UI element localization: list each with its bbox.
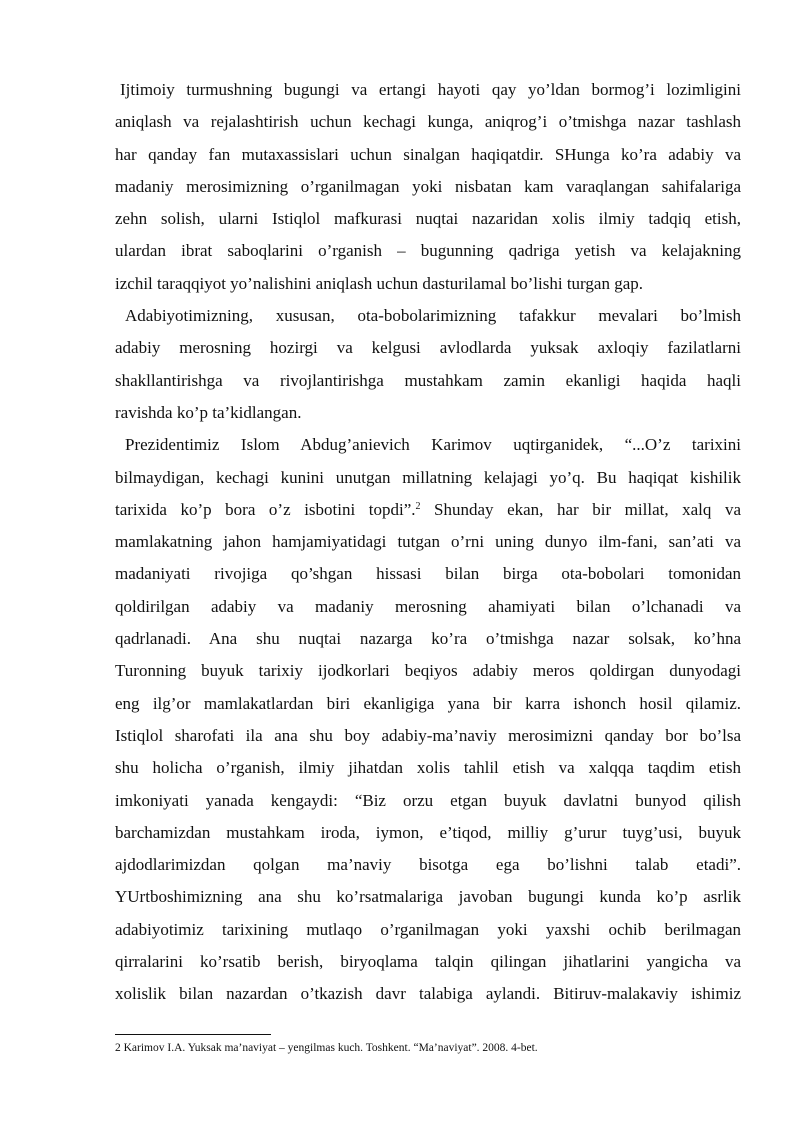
text-line: qirralarini ko’rsatib berish, biryoqlama talqin qilingan jihatlarini yangicha va xyxy=(115,952,741,972)
text-line: madaniyati rivojiga qo’shgan hissasi bilan birga ota-bobolari tomonidan xyxy=(115,564,741,584)
footnote-marker: 2 xyxy=(415,500,421,512)
text-line: ulardan ibrat saboqlarini o’rganish – bugunning qadriga yetish va kelajakning xyxy=(115,241,741,261)
text-line: Ijtimoiy turmushning bugungi va ertangi hayoti qay yo’ldan bormog’i lozimligini xyxy=(120,80,741,99)
text-line: Prezidentimiz Islom Abdug’anievich Karimov uqtirganidek, “...O’z tarixini xyxy=(125,435,741,455)
paragraph xyxy=(115,74,741,300)
text-line: shu holicha o’rganish, ilmiy jihatdan xolis tahlil etish va xalqqa taqdim etish xyxy=(115,758,741,778)
footnote-separator xyxy=(115,1034,271,1035)
text-line xyxy=(115,494,741,526)
text-line: shakllantirishga va rivojlantirishga mustahkam zamin ekanligi haqida haqli xyxy=(115,370,741,390)
text-line: har qanday fan mutaxassislari uchun sinalgan haqiqatdir. SHunga ko’ra adabiy va xyxy=(115,144,741,164)
paragraph xyxy=(115,429,741,1010)
text-run: tarixida ko’p bora o’z isbotini topdi”. xyxy=(115,499,416,519)
text-line: Turonning buyuk tarixiy ijodkorlari beqiyos adabiy meros qoldirgan dunyodagi xyxy=(115,661,741,681)
text-line: imkoniyati yanada kengaydi: “Biz orzu etgan buyuk davlatni bunyod qilish xyxy=(115,790,741,810)
text-line: YUrtboshimizning ana shu ko’rsatmalariga javoban bugungi kunda ko’p asrlik xyxy=(115,887,741,907)
text-line: madaniy merosimizning o’rganilmagan yoki nisbatan kam varaqlangan sahifalariga xyxy=(115,176,741,196)
text-line: bilmaydigan, kechagi kunini unutgan millatning kelajagi yo’q. Bu haqiqat kishilik xyxy=(115,467,741,487)
text-line: adabiyotimiz tarixining mutlaqo o’rganilmagan yoki yaxshi ochib berilmagan xyxy=(115,919,741,939)
text-line: mamlakatning jahon hamjamiyatidagi tutgan o’rni uning dunyo ilm-fani, san’ati va xyxy=(115,532,741,552)
text-line: qadrlanadi. Ana shu nuqtai nazarga ko’ra o’tmishga nazar solsak, ko’hna xyxy=(115,629,741,649)
text-line: Istiqlol sharofati ila ana shu boy adabiy-ma’naviy merosimizni qanday bor bo’lsa xyxy=(115,725,741,745)
text-line: ajdodlarimizdan qolgan ma’naviy bisotga ega bo’lishni talab etadi”. xyxy=(115,855,741,875)
text-line: zehn solish, ularni Istiqlol mafkurasi nuqtai nazaridan xolis ilmiy tadqiq etish, xyxy=(115,209,741,229)
paragraph xyxy=(115,300,741,429)
text-line: adabiy merosning hozirgi va kelgusi avlodlarda yuksak axloqiy fazilatlarni xyxy=(115,338,741,358)
text-line: xolislik bilan nazardan o’tkazish davr talabiga aylandi. Bitiruv-malakaviy ishimiz xyxy=(115,984,741,1004)
text-line: qoldirilgan adabiy va madaniy merosning ahamiyati bilan o’lchanadi va xyxy=(115,596,741,616)
body-text xyxy=(115,74,741,1011)
text-line: barchamizdan mustahkam iroda, iymon, e’tiqod, milliy g’urur tuyg’usi, buyuk xyxy=(115,822,741,842)
text-line: Adabiyotimizning, xususan, ota-bobolarimizning tafakkur mevalari bo’lmish xyxy=(125,306,741,326)
text-line: aniqlash va rejalashtirish uchun kechagi kunga, aniqrog’i o’tmishga nazar tashlash xyxy=(115,112,741,132)
text-line: ravishda ko’p ta’kidlangan. xyxy=(115,402,302,422)
text-line: izchil taraqqiyot yo’nalishini aniqlash uchun dasturilamal bo’lishi turgan gap. xyxy=(115,273,643,293)
text-line: eng ilg’or mamlakatlardan biri ekanligiga yana bir karra ishonch hosil qilamiz. xyxy=(115,693,741,713)
footnote: 2 Karimov I.A. Yuksak ma’naviyat – yengilmas kuch. Toshkent. “Ma’naviyat”. 2008. 4-bet. xyxy=(115,1042,538,1054)
text-run: Shunday ekan, har bir millat, xalq va xyxy=(420,499,741,519)
